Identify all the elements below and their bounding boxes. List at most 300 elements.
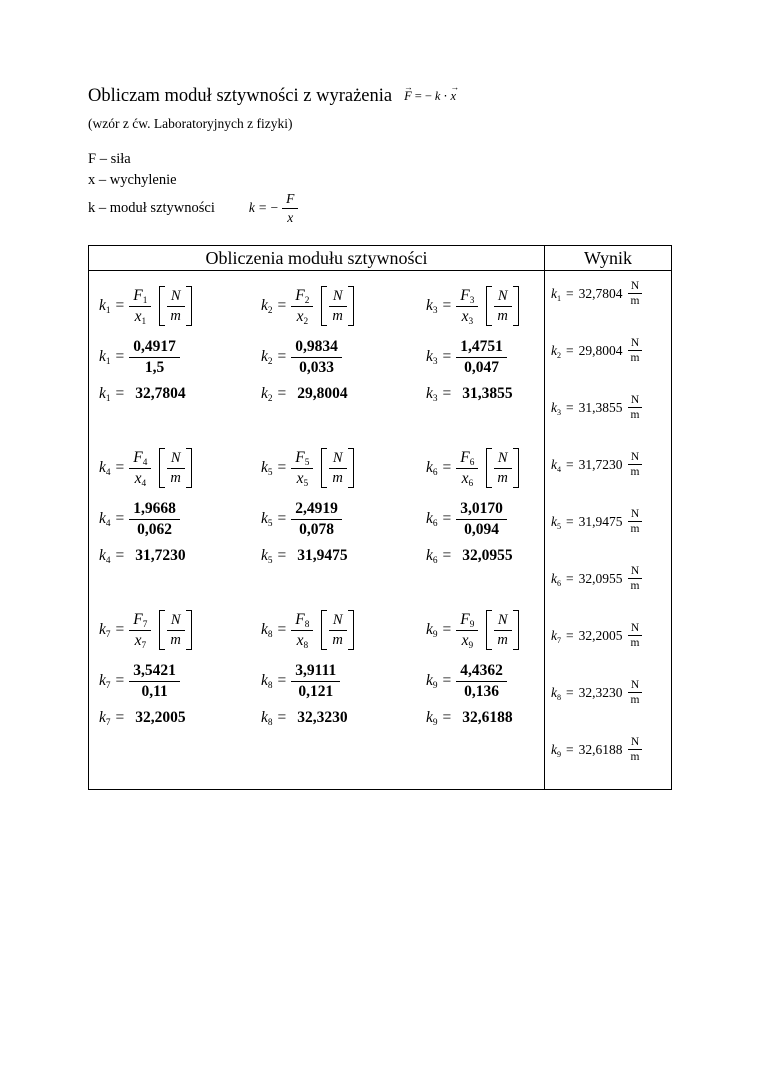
result-value: 31,3855 bbox=[578, 400, 623, 415]
force-displacement-fraction bbox=[291, 611, 313, 650]
stiffness-value: 32,2005 bbox=[135, 709, 186, 726]
x-letter: x bbox=[134, 469, 142, 487]
force-displacement-fraction bbox=[456, 287, 478, 326]
fraction-denominator bbox=[131, 307, 151, 326]
F-letter: F bbox=[295, 448, 305, 466]
equals-sign: = bbox=[277, 348, 287, 365]
k-subscript: 3 bbox=[432, 394, 438, 405]
F-subscript: 4 bbox=[142, 457, 148, 468]
result-value: 32,0955 bbox=[578, 571, 623, 586]
numerator-value: 3,0170 bbox=[456, 500, 507, 520]
metre-symbol: m bbox=[497, 307, 508, 324]
calc-group-3 bbox=[99, 603, 544, 731]
equals-sign: = bbox=[442, 385, 452, 402]
calc-cell-k1 bbox=[99, 279, 261, 407]
k-subscript: 5 bbox=[267, 468, 273, 479]
calc-group-1 bbox=[99, 279, 544, 407]
k-symbol bbox=[426, 672, 438, 690]
equals-sign: = bbox=[566, 742, 574, 757]
k-subscript: 3 bbox=[432, 306, 438, 317]
k-symbol bbox=[261, 672, 273, 690]
equals-sign: = bbox=[442, 672, 452, 689]
k-symbol bbox=[551, 514, 561, 530]
right-bracket bbox=[186, 448, 192, 488]
equals-sign: = bbox=[442, 297, 452, 314]
formula-line bbox=[261, 441, 426, 495]
fraction-denominator bbox=[131, 631, 151, 650]
calc-cell-k8 bbox=[261, 603, 426, 731]
unit-fraction bbox=[627, 622, 644, 650]
x-subscript: 7 bbox=[141, 640, 147, 651]
k-letter: k bbox=[551, 685, 557, 700]
result-entry-k4 bbox=[551, 448, 671, 482]
result-value: 32,6188 bbox=[578, 742, 623, 757]
x-subscript: 5 bbox=[303, 478, 309, 489]
minus-sign: − bbox=[424, 89, 432, 103]
x-letter: x bbox=[134, 631, 142, 649]
k-letter: k bbox=[426, 385, 433, 402]
x-letter: x bbox=[461, 469, 469, 487]
numeric-fraction bbox=[291, 662, 340, 701]
k-letter: k bbox=[551, 400, 557, 415]
newton-symbol: N bbox=[167, 612, 185, 631]
x-subscript: 1 bbox=[141, 316, 147, 327]
k-symbol bbox=[551, 457, 561, 473]
k-subscript: 6 bbox=[432, 468, 438, 479]
equals-sign: = bbox=[566, 286, 574, 301]
vector-arrow-icon: → bbox=[450, 81, 460, 92]
numeric-fraction bbox=[456, 338, 507, 377]
equals-sign: = bbox=[566, 400, 574, 415]
left-bracket bbox=[486, 610, 492, 650]
force-vector bbox=[404, 81, 413, 104]
left-bracket bbox=[159, 286, 165, 326]
F-subscript: 5 bbox=[304, 457, 310, 468]
equals-sign: = bbox=[442, 621, 452, 638]
k-symbol bbox=[426, 459, 438, 477]
denominator-value: 0,11 bbox=[141, 682, 168, 700]
equals-sign: = bbox=[566, 457, 574, 472]
k-letter: k bbox=[99, 297, 106, 314]
numeric-fraction bbox=[129, 500, 180, 539]
k-subscript: 3 bbox=[432, 357, 438, 368]
k-letter: k bbox=[551, 571, 557, 586]
denominator-value: 0,078 bbox=[299, 520, 335, 538]
unit-fraction bbox=[166, 450, 184, 486]
result-entry-k7 bbox=[551, 619, 671, 653]
calculation-table bbox=[88, 245, 672, 790]
newton-symbol: N bbox=[329, 288, 347, 307]
k-letter: k bbox=[551, 457, 557, 472]
metre-symbol: m bbox=[497, 631, 508, 648]
value-line bbox=[99, 543, 261, 569]
result-column-header: Wynik bbox=[584, 247, 632, 268]
formula-line bbox=[261, 279, 426, 333]
k-symbol bbox=[261, 621, 273, 639]
fraction-numerator bbox=[291, 287, 313, 307]
equals-sign: = bbox=[442, 709, 452, 726]
k-letter: k bbox=[99, 510, 106, 527]
result-value: 32,3230 bbox=[578, 685, 623, 700]
metre-symbol: m bbox=[630, 637, 640, 649]
newton-symbol: N bbox=[628, 622, 642, 636]
k-subscript: 7 bbox=[105, 681, 111, 692]
k-letter: k bbox=[99, 672, 106, 689]
F-letter: F bbox=[295, 286, 305, 304]
F-letter: F bbox=[282, 191, 298, 209]
unit-fraction bbox=[627, 736, 644, 764]
x-letter: x bbox=[296, 469, 304, 487]
force-displacement-fraction bbox=[291, 287, 313, 326]
formula-line bbox=[426, 441, 544, 495]
value-line bbox=[426, 381, 544, 407]
fraction-numerator bbox=[129, 287, 151, 307]
force-displacement-fraction bbox=[456, 449, 478, 488]
k-symbol bbox=[426, 385, 438, 403]
equals-sign: = bbox=[115, 459, 125, 476]
equals-sign: = bbox=[115, 510, 125, 527]
fraction-denominator bbox=[293, 631, 313, 650]
left-bracket bbox=[321, 286, 327, 326]
k-letter: k bbox=[426, 621, 433, 638]
numerator-value: 2,4919 bbox=[291, 500, 342, 520]
fraction-numerator bbox=[456, 287, 478, 307]
denominator-value: 0,062 bbox=[137, 520, 173, 538]
F-subscript: 6 bbox=[469, 457, 475, 468]
F-subscript: 7 bbox=[142, 619, 148, 630]
numeric-line bbox=[261, 495, 426, 543]
k-subscript: 2 bbox=[267, 357, 273, 368]
calc-group-2 bbox=[99, 441, 544, 569]
unit-fraction bbox=[627, 337, 644, 365]
k-letter: k bbox=[426, 510, 433, 527]
metre-symbol: m bbox=[170, 469, 181, 486]
numerator-value: 3,9111 bbox=[291, 662, 340, 682]
newton-symbol: N bbox=[167, 288, 185, 307]
unit-brackets bbox=[321, 448, 353, 488]
denominator-value: 0,136 bbox=[464, 682, 500, 700]
x-letter: x bbox=[450, 89, 456, 103]
numeric-line bbox=[99, 333, 261, 381]
stiffness-value: 32,0955 bbox=[462, 547, 513, 564]
unit-fraction bbox=[493, 612, 511, 648]
formula-line bbox=[99, 603, 261, 657]
right-bracket bbox=[513, 286, 519, 326]
k-letter: k bbox=[99, 621, 106, 638]
k-symbol bbox=[551, 685, 561, 701]
value-line bbox=[99, 705, 261, 731]
denominator-value: 0,121 bbox=[298, 682, 334, 700]
k-letter: k bbox=[99, 385, 106, 402]
unit-fraction bbox=[493, 450, 511, 486]
newton-symbol: N bbox=[494, 288, 512, 307]
newton-symbol: N bbox=[628, 508, 642, 522]
metre-symbol: m bbox=[630, 523, 640, 535]
equals-sign: = bbox=[115, 385, 125, 402]
unit-brackets bbox=[159, 610, 191, 650]
definition-F: F – siła bbox=[88, 151, 131, 167]
result-entry-k9 bbox=[551, 733, 671, 767]
newton-symbol: N bbox=[167, 450, 185, 469]
k-subscript: 5 bbox=[267, 519, 273, 530]
right-bracket bbox=[348, 286, 354, 326]
right-bracket bbox=[513, 610, 519, 650]
k-letter: k bbox=[99, 459, 106, 476]
numeric-fraction bbox=[456, 662, 507, 701]
k-subscript: 6 bbox=[432, 519, 438, 530]
equals-sign: = bbox=[277, 459, 287, 476]
k-symbol bbox=[261, 297, 273, 315]
numeric-line bbox=[426, 657, 544, 705]
value-line bbox=[426, 705, 544, 731]
k-letter: k bbox=[99, 547, 106, 564]
k-symbol bbox=[551, 400, 561, 416]
fraction-denominator bbox=[293, 307, 313, 326]
k-letter: k bbox=[261, 297, 268, 314]
k-letter: k bbox=[551, 628, 557, 643]
unit-fraction bbox=[627, 508, 644, 536]
newton-symbol: N bbox=[628, 337, 642, 351]
fraction-numerator bbox=[291, 611, 313, 631]
x-subscript: 3 bbox=[468, 316, 474, 327]
x-letter: x bbox=[296, 631, 304, 649]
k-letter: k bbox=[261, 621, 268, 638]
page-title: Obliczam moduł sztywności z wyrażenia bbox=[88, 86, 393, 106]
newton-symbol: N bbox=[628, 679, 642, 693]
formula-line bbox=[99, 279, 261, 333]
k-letter: k bbox=[434, 89, 441, 103]
k-subscript: 9 bbox=[432, 718, 438, 729]
k-symbol bbox=[261, 385, 273, 403]
k-subscript: 5 bbox=[557, 521, 562, 531]
result-value: 32,7804 bbox=[578, 286, 623, 301]
formula-line bbox=[261, 603, 426, 657]
F-letter: F bbox=[295, 610, 305, 628]
force-displacement-fraction bbox=[129, 449, 151, 488]
result-value: 31,7230 bbox=[578, 457, 623, 472]
F-letter: F bbox=[460, 286, 470, 304]
numerator-value: 4,4362 bbox=[456, 662, 507, 682]
equals-sign: = bbox=[115, 297, 125, 314]
k-symbol bbox=[551, 343, 561, 359]
k-symbol bbox=[551, 571, 561, 587]
k-letter: k bbox=[551, 742, 557, 757]
k-subscript: 2 bbox=[267, 394, 273, 405]
k-subscript: 2 bbox=[267, 306, 273, 317]
right-bracket bbox=[186, 610, 192, 650]
unit-brackets bbox=[159, 286, 191, 326]
k-subscript: 7 bbox=[557, 635, 562, 645]
k-subscript: 8 bbox=[267, 718, 273, 729]
force-displacement-fraction bbox=[129, 287, 151, 326]
left-bracket bbox=[159, 610, 165, 650]
fraction-denominator bbox=[131, 469, 151, 488]
result-value: 32,2005 bbox=[578, 628, 623, 643]
equals-sign: = bbox=[442, 459, 452, 476]
fraction-numerator bbox=[129, 611, 151, 631]
k-letter: k bbox=[261, 709, 268, 726]
fraction-denominator bbox=[293, 469, 313, 488]
k-subscript: 9 bbox=[557, 749, 562, 759]
equals-sign: = bbox=[414, 89, 422, 103]
vector-arrow-icon: → bbox=[404, 81, 413, 92]
k-subscript: 1 bbox=[105, 357, 111, 368]
right-bracket bbox=[348, 610, 354, 650]
value-line bbox=[99, 381, 261, 407]
numeric-fraction bbox=[291, 338, 342, 377]
equals-sign: = bbox=[277, 709, 287, 726]
k-symbol bbox=[426, 547, 438, 565]
metre-symbol: m bbox=[332, 631, 343, 648]
numerator-value: 0,4917 bbox=[129, 338, 180, 358]
stiffness-value: 32,7804 bbox=[135, 385, 186, 402]
numeric-line bbox=[261, 657, 426, 705]
k-symbol bbox=[261, 510, 273, 528]
k-subscript: 4 bbox=[105, 468, 111, 479]
k-letter: k bbox=[261, 672, 268, 689]
definition-x: x – wychylenie bbox=[88, 172, 177, 188]
x-letter: x bbox=[461, 631, 469, 649]
fraction-numerator bbox=[291, 449, 313, 469]
newton-symbol: N bbox=[494, 450, 512, 469]
newton-symbol: N bbox=[329, 612, 347, 631]
equals-sign: = bbox=[115, 709, 125, 726]
x-subscript: 4 bbox=[141, 478, 147, 489]
x-letter: x bbox=[296, 307, 304, 325]
left-bracket bbox=[486, 448, 492, 488]
k-subscript: 4 bbox=[105, 556, 111, 567]
dot-operator: ⋅ bbox=[443, 89, 448, 103]
value-line bbox=[261, 381, 426, 407]
result-entry-k5 bbox=[551, 505, 671, 539]
k-subscript: 8 bbox=[557, 692, 562, 702]
numerator-value: 0,9834 bbox=[291, 338, 342, 358]
x-letter: x bbox=[461, 307, 469, 325]
equals-sign: = bbox=[442, 547, 452, 564]
k-subscript: 6 bbox=[557, 578, 562, 588]
fraction-denominator bbox=[458, 631, 478, 650]
subtitle: (wzór z ćw. Laboratoryjnych z fizyki) bbox=[88, 116, 293, 131]
numeric-line bbox=[261, 333, 426, 381]
newton-symbol: N bbox=[628, 565, 642, 579]
unit-brackets bbox=[321, 610, 353, 650]
k-letter: k bbox=[261, 510, 268, 527]
F-letter: F bbox=[404, 89, 412, 103]
equals-sign: = bbox=[277, 547, 287, 564]
F-subscript: 3 bbox=[469, 295, 475, 306]
newton-symbol: N bbox=[628, 451, 642, 465]
equals-sign: = bbox=[566, 571, 574, 586]
k-letter: k bbox=[248, 200, 255, 215]
metre-symbol: m bbox=[170, 307, 181, 324]
metre-symbol: m bbox=[332, 307, 343, 324]
numerator-value: 3,5421 bbox=[129, 662, 180, 682]
force-displacement-fraction bbox=[129, 611, 151, 650]
stiffness-value: 32,3230 bbox=[297, 709, 348, 726]
calc-cell-k5 bbox=[261, 441, 426, 569]
formula-line bbox=[426, 279, 544, 333]
result-column bbox=[545, 271, 671, 789]
left-bracket bbox=[159, 448, 165, 488]
F-letter: F bbox=[460, 610, 470, 628]
k-subscript: 1 bbox=[557, 293, 562, 303]
equals-sign: = bbox=[442, 510, 452, 527]
x-subscript: 8 bbox=[303, 640, 309, 651]
k-symbol bbox=[261, 348, 273, 366]
numeric-fraction bbox=[129, 338, 180, 377]
numeric-line bbox=[426, 495, 544, 543]
k-symbol bbox=[99, 672, 111, 690]
k-letter: k bbox=[426, 547, 433, 564]
newton-symbol: N bbox=[628, 280, 642, 294]
k-symbol bbox=[261, 709, 273, 727]
k-letter: k bbox=[261, 547, 268, 564]
F-letter: F bbox=[133, 448, 143, 466]
numeric-line bbox=[99, 657, 261, 705]
equals-sign: = bbox=[115, 621, 125, 638]
k-symbol bbox=[99, 621, 111, 639]
hooke-formula bbox=[404, 81, 460, 104]
numerator-value: 1,4751 bbox=[456, 338, 507, 358]
right-bracket bbox=[348, 448, 354, 488]
newton-symbol: N bbox=[628, 394, 642, 408]
equals-sign: = bbox=[442, 348, 452, 365]
x-subscript: 9 bbox=[468, 640, 474, 651]
denominator-value: 0,033 bbox=[299, 358, 335, 376]
unit-brackets bbox=[486, 448, 518, 488]
k-subscript: 9 bbox=[432, 681, 438, 692]
k-subscript: 8 bbox=[267, 681, 273, 692]
k-symbol bbox=[261, 459, 273, 477]
unit-fraction bbox=[328, 612, 346, 648]
fraction-denominator bbox=[458, 307, 478, 326]
unit-fraction bbox=[627, 679, 644, 707]
numerator-value: 1,9668 bbox=[129, 500, 180, 520]
result-value: 29,8004 bbox=[578, 343, 623, 358]
k-letter: k bbox=[551, 343, 557, 358]
numeric-fraction bbox=[456, 500, 507, 539]
denominator-value: 0,047 bbox=[464, 358, 500, 376]
k-letter: k bbox=[551, 286, 557, 301]
result-entry-k6 bbox=[551, 562, 671, 596]
force-displacement-fraction bbox=[456, 611, 478, 650]
fraction-numerator bbox=[456, 611, 478, 631]
x-subscript: 6 bbox=[468, 478, 474, 489]
F-subscript: 9 bbox=[469, 619, 475, 630]
metre-symbol: m bbox=[170, 631, 181, 648]
calc-cell-k3 bbox=[426, 279, 544, 407]
k-subscript: 4 bbox=[105, 519, 111, 530]
formula-line bbox=[99, 441, 261, 495]
k-subscript: 6 bbox=[432, 556, 438, 567]
unit-brackets bbox=[486, 286, 518, 326]
metre-symbol: m bbox=[630, 409, 640, 421]
equals-sign: = bbox=[115, 547, 125, 564]
result-entry-k3 bbox=[551, 391, 671, 425]
k-symbol bbox=[426, 297, 438, 315]
stiffness-value: 31,3855 bbox=[462, 385, 513, 402]
k-letter: k bbox=[426, 459, 433, 476]
k-symbol bbox=[426, 621, 438, 639]
result-entry-k1 bbox=[551, 277, 671, 311]
numeric-fraction bbox=[291, 500, 342, 539]
right-bracket bbox=[513, 448, 519, 488]
unit-fraction bbox=[166, 288, 184, 324]
k-letter: k bbox=[261, 385, 268, 402]
k-symbol bbox=[426, 709, 438, 727]
equals-sign: = bbox=[277, 621, 287, 638]
equals-sign: = bbox=[258, 200, 267, 215]
